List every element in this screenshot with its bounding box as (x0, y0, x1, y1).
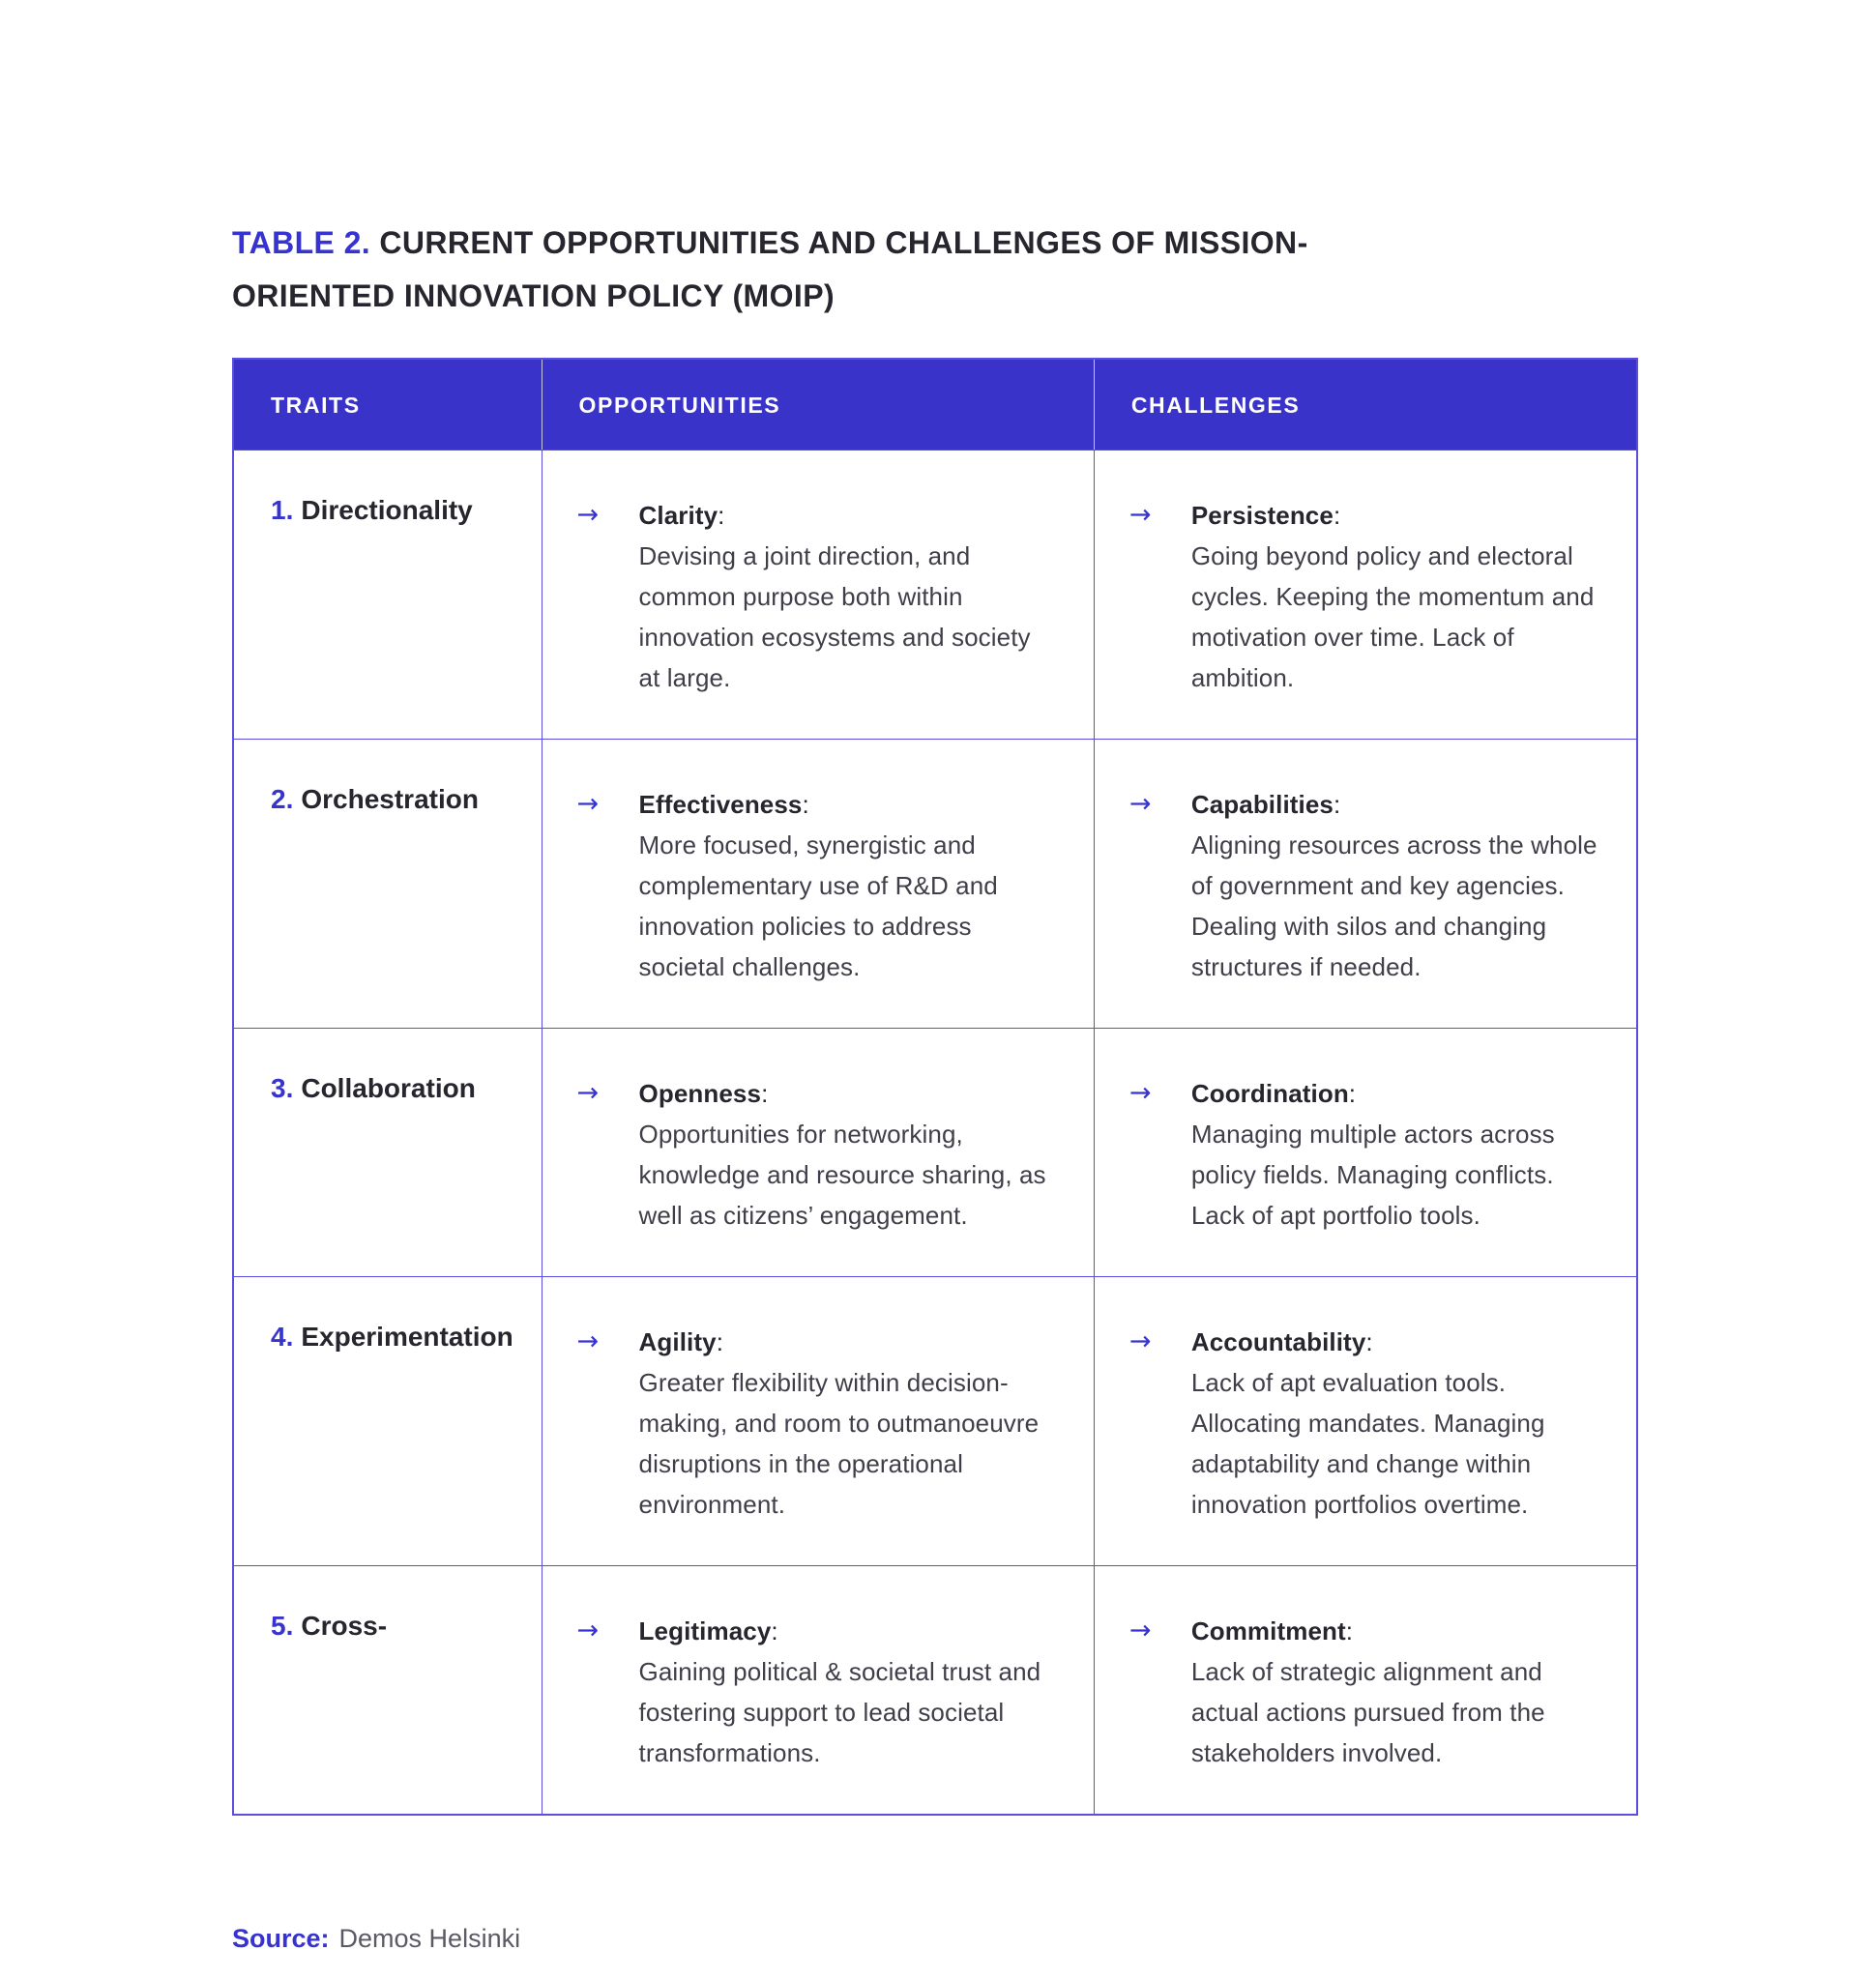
arrow-right-icon: → (1129, 1078, 1152, 1109)
opportunity-term (639, 784, 1055, 825)
arrow-right-icon: → (1129, 1616, 1152, 1646)
term-colon: : (1348, 1079, 1357, 1109)
opportunity-description: More focused, synergistic and complementary use of R&D and innovation policies to address societal challenges. (638, 830, 998, 982)
trait-cell (234, 1565, 542, 1814)
column-header-opportunities: OPPORTUNITIES (542, 360, 1094, 450)
trait-label: Directionality (301, 495, 473, 526)
challenge-description: Aligning resources across the whole of government and key agencies. Dealing with silos and changing structures if needed. (1190, 830, 1598, 982)
trait-number: 5. (271, 1611, 294, 1642)
moip-table (232, 358, 1638, 1816)
opportunity-cell (542, 1028, 1094, 1276)
opportunity-cell (542, 1565, 1094, 1814)
term-colon: : (761, 1079, 769, 1109)
opportunity-cell (542, 1276, 1094, 1565)
term-text: Legitimacy (638, 1616, 772, 1646)
opportunity-cell (542, 450, 1094, 739)
trait-label: Orchestration (301, 784, 479, 815)
term-text: Agility (638, 1327, 717, 1357)
challenge-term (1191, 1073, 1598, 1114)
trait-number: 4. (271, 1322, 294, 1353)
table-row-orchestration (234, 739, 1636, 1028)
column-header-traits: TRAITS (234, 360, 542, 450)
term-colon: : (802, 790, 809, 820)
arrow-right-icon: → (1129, 500, 1152, 531)
column-header-challenges: CHALLENGES (1094, 360, 1636, 450)
trait-label: Collaboration (301, 1073, 476, 1104)
opportunity-term (639, 1611, 1055, 1651)
source-label: Source: (232, 1924, 330, 1954)
term-colon: : (1365, 1327, 1373, 1357)
term-text: Accountability (1190, 1327, 1366, 1357)
term-text: Effectiveness (638, 790, 803, 820)
challenge-cell (1094, 1565, 1636, 1814)
table-title-text: CURRENT OPPORTUNITIES AND CHALLENGES OF MISSION-ORIENTED INNOVATION POLICY (MOIP) (232, 225, 1308, 314)
source-line (232, 1924, 1638, 1954)
challenge-cell (1094, 739, 1636, 1028)
opportunity-term (639, 495, 1055, 536)
trait-label: Experimentation (301, 1322, 513, 1353)
table-row-cross (234, 1565, 1636, 1814)
term-text: Commitment (1190, 1616, 1346, 1646)
term-colon: : (1345, 1616, 1354, 1646)
challenge-term (1191, 1322, 1598, 1362)
opportunity-description: Gaining political & societal trust and fostering support to lead societal transformations. (638, 1657, 1041, 1768)
term-colon: : (1333, 790, 1341, 820)
challenge-description: Going beyond policy and electoral cycles. Keeping the momentum and motivation over time. Lack of ambition. (1190, 541, 1595, 693)
opportunity-term (639, 1073, 1055, 1114)
arrow-right-icon: → (576, 1616, 600, 1646)
table-row-collaboration (234, 1028, 1636, 1276)
trait-number: 1. (271, 495, 294, 526)
challenge-term (1191, 1611, 1598, 1651)
term-text: Coordination (1190, 1079, 1349, 1109)
term-text: Capabilities (1190, 790, 1334, 820)
arrow-right-icon: → (576, 500, 600, 531)
trait-cell (234, 739, 542, 1028)
challenge-cell (1094, 1276, 1636, 1565)
arrow-right-icon: → (576, 789, 600, 820)
document-page (232, 217, 1638, 1954)
opportunity-description: Greater flexibility within decision-making, and room to outmanoeuvre disruptions in the operational environment. (638, 1368, 1040, 1520)
source-text: Demos Helsinki (338, 1924, 521, 1954)
challenge-description: Managing multiple actors across policy fields. Managing conflicts. Lack of apt portfolio tools. (1190, 1120, 1555, 1231)
page-title (232, 217, 1451, 323)
term-text: Persistence (1190, 501, 1334, 531)
term-colon: : (1333, 501, 1341, 531)
table-row-experimentation (234, 1276, 1636, 1565)
challenge-description: Lack of strategic alignment and actual actions pursued from the stakeholders involved. (1190, 1657, 1545, 1768)
challenge-term (1191, 784, 1598, 825)
arrow-right-icon: → (1129, 1326, 1152, 1357)
challenge-cell (1094, 450, 1636, 739)
table-row-directionality (234, 450, 1636, 739)
trait-number: 2. (271, 784, 294, 815)
term-colon: : (716, 1327, 724, 1357)
trait-label: Cross- (301, 1611, 388, 1642)
challenge-term (1191, 495, 1598, 536)
opportunity-description: Devising a joint direction, and common purpose both within innovation ecosystems and society at large. (638, 541, 1031, 693)
term-text: Openness (638, 1079, 762, 1109)
arrow-right-icon: → (1129, 789, 1152, 820)
trait-cell (234, 1276, 542, 1565)
opportunity-cell (542, 739, 1094, 1028)
trait-cell (234, 450, 542, 739)
challenge-description: Lack of apt evaluation tools. Allocating mandates. Managing adaptability and change within innovation portfolios overtime. (1190, 1368, 1545, 1520)
arrow-right-icon: → (576, 1078, 600, 1109)
opportunity-term (639, 1322, 1055, 1362)
challenge-cell (1094, 1028, 1636, 1276)
table-header-row (234, 360, 1636, 450)
trait-cell (234, 1028, 542, 1276)
arrow-right-icon: → (576, 1326, 600, 1357)
term-colon: : (718, 501, 725, 531)
term-text: Clarity (638, 501, 718, 531)
term-colon: : (771, 1616, 778, 1646)
trait-number: 3. (271, 1073, 294, 1104)
opportunity-description: Opportunities for networking, knowledge and resource sharing, as well as citizens’ engagement. (638, 1120, 1046, 1231)
table-number-label: TABLE 2. (232, 225, 371, 260)
